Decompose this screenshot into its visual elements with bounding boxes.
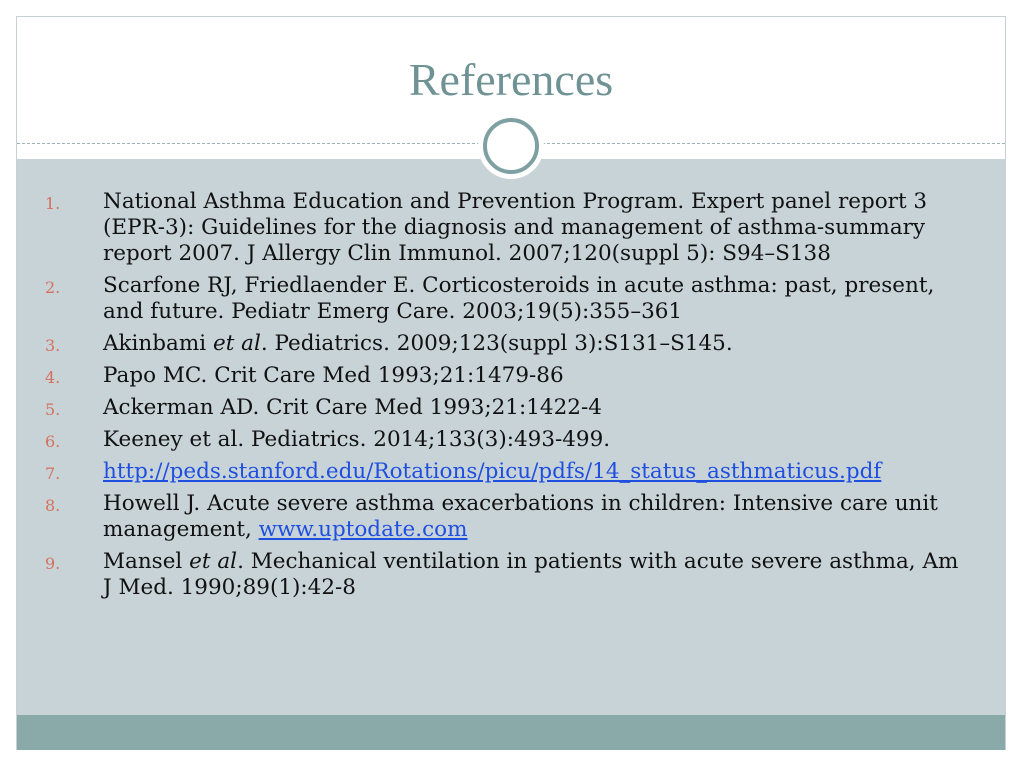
- list-number: 2.: [45, 278, 61, 297]
- list-number: 9.: [45, 554, 61, 573]
- slide-title: References: [408, 54, 614, 105]
- reference-item-3: [45, 331, 965, 357]
- reference-item-2: [45, 273, 965, 325]
- reference-text: National Asthma Education and Prevention Program. Expert panel report 3 (EPR-3): Guidelines for the diagnosis and management of asthma-summary report 2007. J Allergy Clin Immunol. 2007;120(suppl 5): S94–S138: [103, 189, 928, 266]
- ring-icon: [483, 118, 539, 174]
- circle-ornament: [478, 113, 544, 179]
- reference-item-6: [45, 427, 965, 453]
- reference-item-8: [45, 491, 965, 543]
- list-number: 3.: [45, 336, 61, 355]
- reference-text-post: . Pediatrics. 2009;123(suppl 3):S131–S145.: [260, 331, 733, 356]
- list-number: 7.: [45, 464, 61, 483]
- reference-text-em: et al: [189, 549, 238, 574]
- reference-text-post: . Mechanical ventilation in patients with acute severe asthma, Am J Med. 1990;89(1):42-8: [103, 549, 959, 600]
- reference-text-em: et al: [212, 331, 261, 356]
- list-number: 8.: [45, 496, 61, 515]
- reference-item-1: [45, 189, 965, 267]
- list-number: 4.: [45, 368, 61, 387]
- list-number: 1.: [45, 194, 61, 213]
- reference-item-5: [45, 395, 965, 421]
- stanford-pdf-link[interactable]: http://peds.stanford.edu/Rotations/picu/pdfs/14_status_asthmaticus.pdf: [103, 459, 882, 484]
- reference-text: Papo MC. Crit Care Med 1993;21:1479-86: [103, 363, 564, 388]
- reference-item-7: [45, 459, 965, 485]
- reference-text: Ackerman AD. Crit Care Med 1993;21:1422-4: [103, 395, 602, 420]
- content-area: [17, 159, 1005, 715]
- uptodate-link[interactable]: www.uptodate.com: [258, 517, 468, 542]
- reference-text-pre: Howell J. Acute severe asthma exacerbations in children: Intensive care unit management,: [103, 491, 938, 542]
- reference-item-9: [45, 549, 965, 601]
- slide: [16, 16, 1006, 750]
- footer-bar: [17, 715, 1005, 750]
- reference-list: [45, 189, 965, 607]
- list-number: 5.: [45, 400, 61, 419]
- reference-text: Scarfone RJ, Friedlaender E. Corticosteroids in acute asthma: past, present, and future. Pediatr Emerg Care. 2003;19(5):355–361: [103, 273, 935, 324]
- reference-text: Keeney et al. Pediatrics. 2014;133(3):493-499.: [103, 427, 611, 452]
- reference-item-4: [45, 363, 965, 389]
- reference-text-pre: Mansel: [103, 549, 190, 574]
- list-number: 6.: [45, 432, 61, 451]
- reference-text-pre: Akinbami: [103, 331, 213, 356]
